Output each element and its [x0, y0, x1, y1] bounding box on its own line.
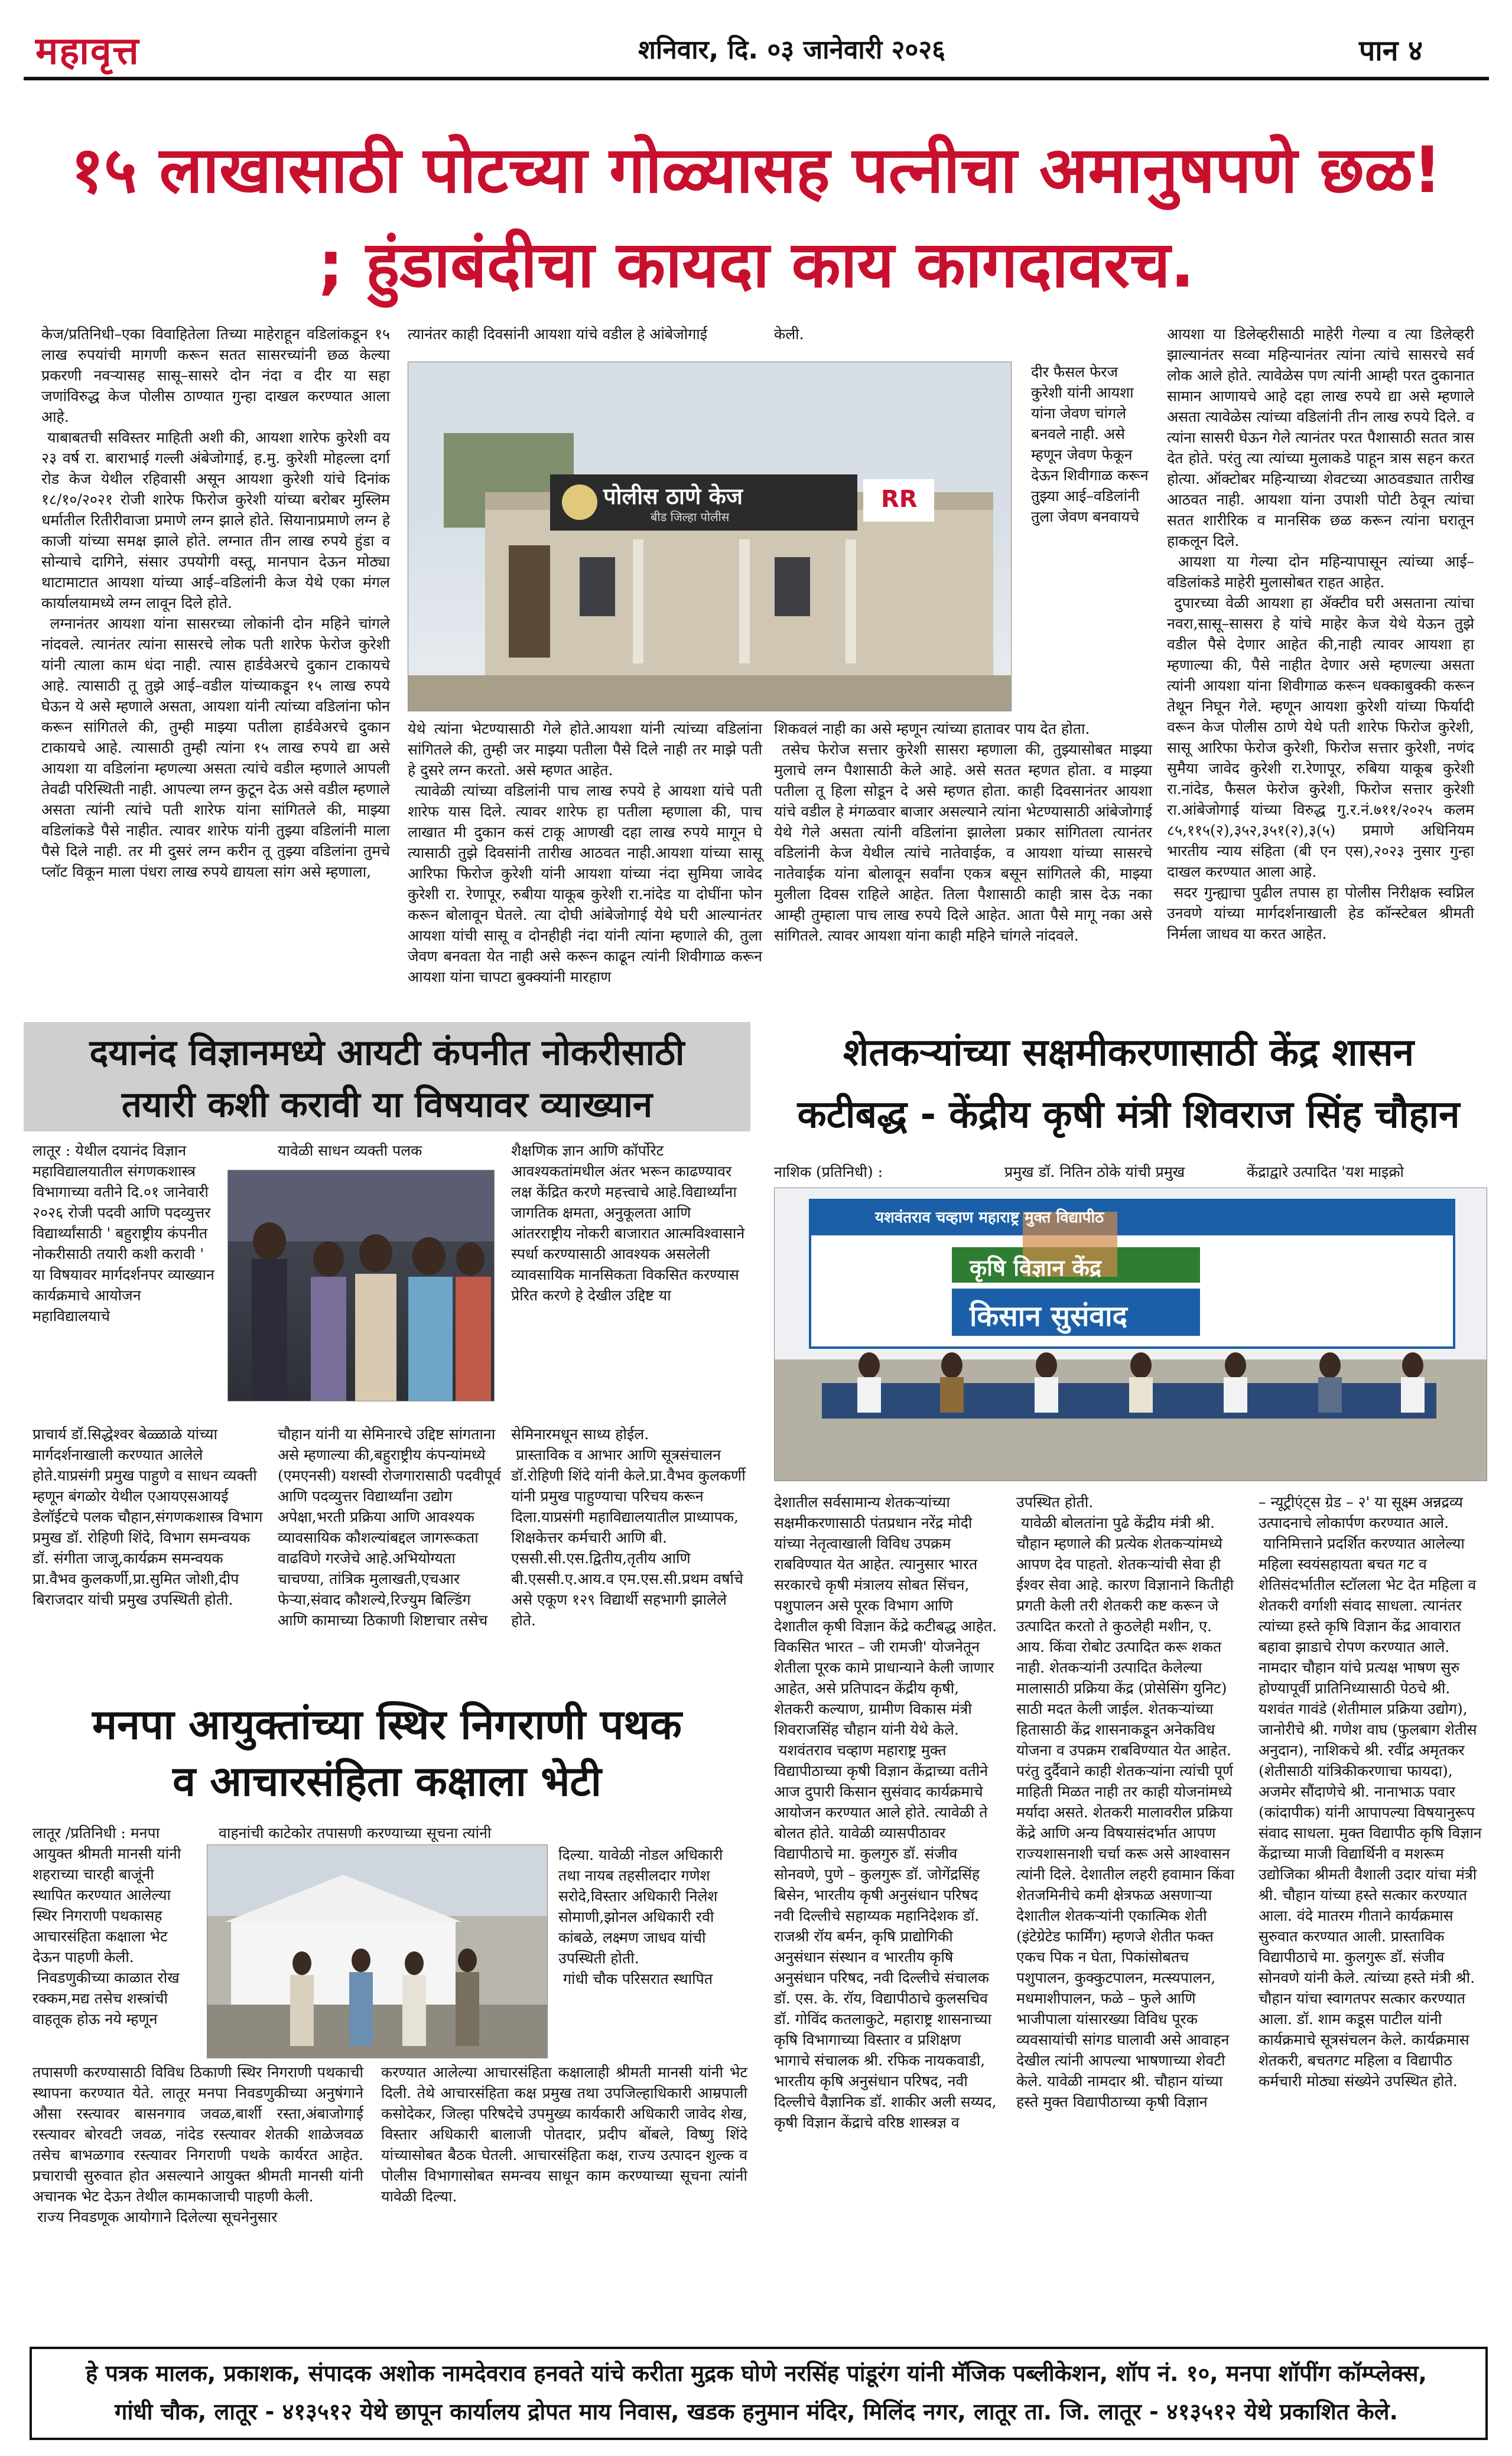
farmers-column-3: – न्यूट्रीएंट्स ग्रेड – २' या सूक्ष्म अन्नद्रव्य उत्पादनाचे लोकार्पण करण्यात आले. यानिमित्ताने प्रदर्शित करण्यात आलेल्या महिला स्वयंसहायता बचत गट व शेतिसंदर्भातील स्टॉलला भेट देत महिला व शेतकरी वर्गाशी संवाद साधला. त्यानंतर त्यांच्या हस्ते कृषि विज्ञान केंद्र आवारात बहावा झाडाचे रोपण करण्यात आले. नामदार चौहान यांचे प्रत्यक्ष भाषण सुरु होण्यापूर्वी प्रातिनिध्यासाठी पेठचे श्री. यशवंत गावंडे (शेतीमाल प्रक्रिया उद्योग), जानोरीचे श्री. गणेश वाघ (फुलबाग शेतीस अनुदान), नाशिकचे श्री. रवींद्र अमृतकर (शेतीसाठी यांत्रिकीकरणाचा फायदा), अजमेर सौंदाणेचे श्री. नानाभाऊ पवार (कांदापीक) यांनी आपापल्या विषयानुरूप संवाद साधला. मुक्त विद्यापीठ कृषि विज्ञान केंद्राच्या माजी विद्यार्थिनी व मशरूम उद्योजिका श्रीमती वैशाली उदार यांचा मंत्री श्री. चौहान यांच्या हस्ते सत्कार करण्यात आला. वंदे मातरम गीताने कार्यक्रमास सुरुवात करण्यात आली. प्रास्ताविक विद्यापीठाचे मा. कुलगुरू डॉ. संजीव सोनवणे यांनी केले. त्यांच्या हस्ते मंत्री श्री. चौहान यांचा स्वागतपर सत्कार करण्यात आला. डॉ. शाम कडूस पाटील यांनी कार्यक्रमाचे सूत्रसंचलन केले. कार्यक्रमास शेतकरी, बचतगट महिला व विद्यापीठ कर्मचारी मोठ्या संख्येने उपस्थित होते.: [1259, 1494, 1482, 2090]
dayanand-event-photo: [227, 1170, 495, 1401]
page-number: पान ४: [1359, 34, 1423, 67]
farmers-stage-illustration: [775, 1188, 1487, 1481]
lead-headline-line2: ; हुंडाबंदीचा कायदा काय कागदावरच.: [318, 228, 1195, 302]
lead-column-4: आयशा या डिलेव्हरीसाठी माहेरी गेल्या व त्या डिलेव्हरी झाल्यानंतर सव्वा महिन्यानंतर त्यांना त्यांचे सासरचे सर्व लोक आले होते. त्यावेळेस पण त्यांनी आम्ही परत दुकानात सामान आणायचे आहे दहा लाख रुपये द्या असे म्हणाले असता त्यावेळेस त्यांच्या वडिलांनी तीन लाख रुपये दिले. व त्यांना सासरी घेऊन गेले त्यानंतर परत पैशासाठी सतत त्रास देत होते. परंतु त्या त्यांच्या मुलाकडे पाहून त्रास सहन करत होत्या. ऑक्टोबर महिन्याच्या शेवटच्या आठवड्यात तारीख आठवत नाही. आयशा यांना उपाशी पोटी ठेवून त्यांचा सतत शारीरिक व मानसिक छळ करून त्यांना घरातून हाकलून दिले. आयशा या गेल्या दोन महिन्यापासून त्यांच्या आई–वडिलांकडे माहेरी मुलासोबत राहत आहेत. दुपारच्या वेळी आयशा हा ॲक्टीव घरी असताना त्यांचा नवरा,सासू–सासरा हे यांचे माहेर केज येथे येऊन तुझे वडील पैसे देणार आहेत की,नाही त्यावर आयशा हा म्हणाल्या की, पैसे नाहीत देणार असे म्हणल्या असता त्यांनी आयशा यांना शिवीगाळ करून धक्काबुक्की करून तेथून निघून गेले. म्हणून आयशा कुरेशी यांच्या फिर्यादी वरून केज पोलीस ठाणे येथे पती शारेफ फिरोज कुरेशी, सासू आरिफा फेरोज कुरेशी, फिरोज सत्तार कुरेशी, नणंद सुमैया जावेद कुरेशी रा.रेणापूर, रुबिया याकूब कुरेशी रा.नांदेड, फैसल फेरोज कुरेशी, फिरोज सत्तार कुरेशी रा.आंबेजोगाई यांच्या विरुद्ध गु.र.नं.७११/२०२५ कलम ८५,११५(२),३५२,३५१(२),३(५) प्रमाणे अधिनियम भारतीय न्याय संहिता (बी एन एस),२०२३ नुसार गुन्हा दाखल करण्यात आला आहे. सदर गुन्ह्याचा पुढील तपास हा पोलीस निरीक्षक स्वप्निल उनवणे यांच्या मार्गदर्शनाखाली हेड कॉन्स्टेबल श्रीमती निर्मला जाधव या करत आहेत.: [1167, 326, 1474, 942]
dayanand-column-1-top: लातूर : येथील दयानंद विज्ञान महाविद्यालयातील संगणकशास्त्र विभागाच्या वतीने दि.०१ जानेवारी २०२६ रोजी पदवी आणि पदव्युत्तर विद्यार्थ्यांसाठी ' बहुराष्ट्रीय कंपनीत नोकरीसाठी तयारी कशी करावी ' या विषयावर मार्गदर्शनपर व्याख्यान कार्यक्रमाचे आयोजन महाविद्यालयाचे: [32, 1142, 219, 1325]
farmers-intro-2: प्रमुख डॉ. नितिन ठोके यांची प्रमुख: [1004, 1163, 1185, 1180]
dayanand-column-1-bottom: प्राचार्य डॉ.सिद्धेश्वर बेळ्ळाळे यांच्या मार्गदर्शनाखाली करण्यात आलेले होते.याप्रसंगी प्रमुख पाहुणे व साधन व्यक्ती म्हणून बंगळोर येथील एआयएसआयई डेलॉईटचे पलक चौहान,संगणकशास्त्र विभाग प्रमुख डॉ. रोहिणी शिंदे, विभाग समन्वयक डॉ. संगीता जाजू,कार्यक्रम समन्वयक प्रा.वैभव कुलकर्णी,प्रा.सुमित जोशी,दीप बिराजदार यांची प्रमुख उपस्थिती होती.: [32, 1426, 268, 1608]
police-sign-subtext: बीड जिल्हा पोलीस: [651, 510, 730, 524]
manapa-column-2-top: वाहनांची काटेकोर तपासणी करण्याच्या सूचना त्यांनी: [219, 1824, 492, 1842]
dayanand-column-2-top: यावेळी साधन व्यक्ती पलक: [278, 1142, 422, 1159]
dayanand-column-2-bottom: चौहान यांनी या सेमिनारचे उद्दिष्ट सांगताना असे म्हणाल्या की,बहुराष्ट्रीय कंपन्यांमध्ये (एमएनसी) यशस्वी रोजगारासाठी पदवीपूर्व आणि पदव्युत्तर विद्यार्थ्यांना उद्योग अपेक्षा,भरती प्रक्रिया आणि आवश्यक व्यावसायिक कौशल्यांबद्दल जागरूकता वाढविणे गरजेचे आहे.अभियोग्यता चाचण्या, तांत्रिक मुलाखती,एचआर फेऱ्या,संवाद कौशल्ये,रिज्युम बिल्डिंग आणि कामाच्या ठिकाणी शिष्टाचार तसेच: [278, 1426, 506, 1629]
svg-text:RR: RR: [881, 486, 918, 513]
lead-column-3-bottom: शिकवलं नाही का असे म्हणून त्यांच्या हातावर पाय देत होता. तसेच फेरोज सत्तार कुरेशी सासरा म्हणाला की, तुझ्यासोबत माझ्या मुलाचे लग्न पैशासाठी केले आहे. असे सतत म्हणत होता. व माझ्या पतीला तू हिला सोडून दे असे म्हणत होता. काही दिवसानंतर आयशा यांचे वडील हे मंगळवार बाजार असल्याने त्यांना भेटण्यासाठी आंबेजोगाई येथे गेले असता त्यांनी वडिलांना झालेला प्रकार सांगितला त्यानंतर वडिलांनी केज येथील त्यांचे नातेवाईक, व आयशा यांच्या सासरचे नातेवाईक यांना बोलावून सर्वांना एकत्र बसून सांगितले की, माझ्या मुलीला दिवस राहिले आहेत. तिला पैशासाठी काही त्रास देऊ नका आम्ही तुम्हाला पाच लाख रुपये दिले आहेत. आता पैसे मागू नका असे सांगितले. त्यावर आयशा यांना काही महिने चांगले नांदवले.: [774, 720, 1152, 944]
lead-column-2-top: त्यानंतर काही दिवसांनी आयशा यांचे वडील हे आंबेजोगाई: [408, 326, 708, 343]
farmers-headline-line2: कटीबद्ध - केंद्रीय कृषी मंत्री शिवराज सिंह चौहान: [797, 1093, 1460, 1137]
police-sign-text: पोलीस ठाणे केज: [603, 483, 743, 509]
farmers-event-photo: [774, 1188, 1487, 1481]
lead-column-2-bottom: येथे त्यांना भेटण्यासाठी गेले होते.आयशा यांनी त्यांच्या वडिलांना सांगितले की, तुम्ही जर माझ्या पतीला पैसे दिले नाही तर माझे पती हे दुसरे लग्न करतो. असे म्हणत आहेत. त्यावेळी त्यांच्या वडिलांनी पाच लाख रुपये हे आयशा यांचे पती शारेफ यास दिले. त्यावर शारेफ हा पतीला म्हणाला की, पाच लाखात मी दुकान कसं टाकू आणखी दहा लाख रुपये मागून घे त्यासाठी तुझे दिवसांनी तारीख आठवत नाही.आयशा यांच्या सासू आरिफा फिरोज कुरेशी यांनी आयशा यांच्या नंदा सुमिया जावेद कुरेशी रा. रेणापूर, रुबीया याकूब कुरेशी रा.नांदेड या दोघींना फोन करून बोलावून घेतले. त्या दोघी आंबेजोगाई येथे घरी आल्यानंतर आयशा यांची सासू व दोनहीही नंदा यांनी त्यांना म्हणाले की, तुला जेवण बनवता येत नाही असे करून काढून त्यांनी शिवीगाळ करून आयशा यांना चापटा बुक्क्यांनी मारहाण: [408, 720, 762, 985]
police-station-photo: [408, 362, 1012, 711]
manapa-column-1-top: लातूर /प्रतिनिधी : मनपा आयुक्त श्रीमती मानसी यांनी शहराच्या चारही बाजूंनी स्थापित करण्यात आलेल्या स्थिर निगराणी पथकासह आचारसंहिता कक्षाला भेट देऊन पाहणी केली. निवडणुकीच्या काळात रोख रक्कम,मद्य तसेच शस्त्रांची वाहतूक होऊ नये म्हणून: [32, 1824, 181, 2028]
manapa-column-2-bottom: करण्यात आलेल्या आचारसंहिता कक्षालाही श्रीमती मानसी यांनी भेट दिली. तेथे आचारसंहिता कक्ष प्रमुख तथा उपजिल्हाधिकारी आम्रपाली कसोदेकर, जिल्हा परिषदेचे उपमुख्य कार्यकारी अधिकारी जावेद शेख, विस्तार अधिकारी बालाजी पोतदार, प्रदीप बोंबले, विष्णु शिंदे यांच्यासोबत बैठक घेतली. आचारसंहिता कक्ष, राज्य उत्पादन शुल्क व पोलीस विभागासोबत समन्वय साधून काम करण्याच्या सूचना त्यांनी यावेळी दिल्या.: [381, 2064, 752, 2205]
dayanand-column-3-bottom: सेमिनारमधून साध्य होईल. प्रास्ताविक व आभार आणि सूत्रसंचालन डॉ.रोहिणी शिंदे यांनी केले.प्रा.वैभव कुलकर्णी यांनी प्रमुख पाहुण्याचा परिचय करून दिला.याप्रसंगी महाविद्यालयातील प्राध्यापक, शिक्षकेत्तर कर्मचारी आणि बी. एससी.सी.एस.द्वितीय,तृतीय आणि बी.एससी.ए.आय.व एम.एस.सी.प्रथम वर्षाचे असे एकूण १२९ विद्यार्थी सहभागी झालेले होते.: [511, 1426, 746, 1629]
dayanand-column-3-top: शैक्षणिक ज्ञान आणि कॉर्पोरेट आवश्यकतांमधील अंतर भरून काढण्यावर लक्ष केंद्रित करणे महत्त्वाचे आहे.विद्यार्थ्यांना जागतिक क्षमता, अनुकूलता आणि आंतरराष्ट्रीय नोकरी बाजारात आत्मविश्वासाने स्पर्धा करण्यासाठी आवश्यक असलेली व्यावसायिक मानसिकता विकसित करण्यास प्रेरित करणे हे देखील उद्दिष्ट या: [511, 1142, 750, 1304]
farmers-intro-3: केंद्राद्वारे उत्पादित 'यश माइक्रो: [1247, 1163, 1404, 1180]
dayanand-people-illustration: [228, 1170, 494, 1401]
farmers-column-2: उपस्थित होती. यावेळी बोलतांना पुढे केंद्रीय मंत्री श्री. चौहान म्हणाले की प्रत्येक शेतकऱ्यांमध्ये आपण देव पाहतो. शेतकऱ्यांची सेवा ही ईश्वर सेवा आहे. कारण विज्ञानाने कितीही प्रगती केली तरी शेतकरी कष्ट करून जे उत्पादित करतो ते कुठलेही मशीन, ए. आय. किंवा रोबोट उत्पादित करू शकत नाही. शेतकऱ्यांनी उत्पादित केलेल्या मालासाठी प्रक्रिया केंद्र (प्रोसेसिंग युनिट) साठी मदत केली जाईल. शेतकऱ्यांच्या हितासाठी केंद्र शासनाकडून अनेकविध योजना व उपक्रम राबविण्यात येत आहेत. परंतु दुर्दैवाने काही शेतकऱ्यांना त्यांची पूर्ण माहिती मिळत नाही तर काही योजनांमध्ये मर्यादा असते. शेतकरी मालावरील प्रक्रिया केंद्रे आणि अन्य विषयासंदर्भात आपण राज्यशासनाशी चर्चा करू असे आश्वासन त्यांनी दिले. देशातील लहरी हवामान किंवा शेतजमिनीचे कमी क्षेत्रफळ असणाऱ्या देशातील शेतकऱ्यांनी एकात्मिक शेती (इंटेग्रेटेड फार्मिंग) म्हणजे शेतीत फक्त एकच पिक न घेता, पिकांसोबतच पशुपालन, कुक्कुटपालन, मत्स्यपालन, मधमाशीपालन, फळे – फुले आणि भाजीपाला यांसारख्या विविध पूरक व्यवसायांची सांगड घालावी असे आवाहन देखील त्यांनी आपल्या भाषणाच्या शेवटी केले. यावेळी नामदार श्री. चौहान यांच्या हस्ते मुक्त विद्यापीठाच्या कृषी विज्ञान: [1016, 1494, 1235, 2110]
manapa-headline-line1: मनपा आयुक्तांच्या स्थिर निगराणी पथक: [92, 1700, 682, 1749]
manapa-inspection-photo: [207, 1845, 548, 2058]
banner-org-text: यशवंतराव चव्हाण महाराष्ट्र मुक्त विद्यापीठ: [875, 1209, 1104, 1227]
manapa-headline-line2: व आचारसंहिता कक्षाला भेटी: [173, 1757, 601, 1806]
banner-center-text: कृषि विज्ञान केंद्र: [970, 1255, 1102, 1281]
manapa-column-3-side: दिल्या. यावेळी नोडल अधिकारी तथा नायब तहसीलदार गणेश सरोदे,विस्तार अधिकारी निलेश सोमाणी,झोनल अधिकारी रवी कांबळे, लक्ष्मण जाधव यांची उपस्थिती होती. गांधी चौक परिसरात स्थापित: [558, 1846, 723, 1987]
police-station-illustration: [408, 362, 1011, 711]
farmers-headline-line1: शेतकऱ्यांच्या सक्षमीकरणासाठी केंद्र शासन: [843, 1031, 1415, 1075]
lead-headline-line1: १५ लाखासाठी पोटच्या गोळ्यासह पत्नीचा अमानुषपणे छळ!: [70, 134, 1442, 207]
manapa-inspection-illustration: [207, 1845, 547, 2058]
imprint-line2: गांधी चौक, लातूर - ४१३५१२ येथे छापून कार्यालय द्रोपत माय निवास, खडक हनुमान मंदिर, मिलिंद नगर, लातूर ता. जि. लातूर - ४१३५१२ येथे प्रकाशित केले.: [115, 2399, 1398, 2425]
dayanand-headline-line2: तयारी कशी करावी या विषयावर व्याख्यान: [121, 1084, 653, 1125]
issue-date: शनिवार, दि. ०३ जानेवारी २०२६: [638, 35, 946, 65]
imprint-line1: हे पत्रक मालक, प्रकाशक, संपादक अशोक नामदेवराव हनवते यांचे करीता मुद्रक घोणे नरसिंह पांडूरंग यांनी मॅजिक पब्लीकेशन, शॉप नं. १०, मनपा शॉपींग कॉम्प्लेक्स,: [86, 2360, 1427, 2386]
dayanand-headline-line1: दयानंद विज्ञानमध्ये आयटी कंपनीत नोकरीसाठी: [89, 1032, 685, 1074]
farmers-intro-1: नाशिक (प्रतिनिधी) :: [774, 1163, 883, 1180]
lead-column-1: केज/प्रतिनिधी–एका विवाहितेला तिच्या माहेराहून वडिलांकडून १५ लाख रुपयांची मागणी करून सतत सासरच्यांनी छळ केल्या प्रकरणी नवऱ्यासह सासू–सासरे दोन नंदा व दीर या सहा जणांविरुद्ध केज पोलीस ठाण्यात गुन्हा दाखल करण्यात आला आहे. याबाबतची सविस्तर माहिती अशी की, आयशा शारेफ कुरेशी वय २३ वर्ष रा. बाराभाई गल्ली अंबेजोगाई, ह.मु. कुरेशी मोहल्ला दर्गा रोड केज येथील रहिवासी असून आयशा कुरेशी यांचे दिनांक १८/१०/२०२१ रोजी शारेफ फिरोज कुरेशी यांच्या बरोबर मुस्लिम धर्मातील रितीरीवाजा प्रमाणे लग्न झाले होते. सियानाप्रमाणे लग्न हे काजी यांच्या समक्ष झाले होते. लग्नात तीन लाख रुपये हुंडा व सोन्याचे दागिने, संसार उपयोगी वस्तू, मानपान देऊन मोठ्या थाटामाटात आयशा यांच्या आई–वडिलांनी केज येथे एका मंगल कार्यालयामध्ये लग्न लावून दिले होते. लग्नानंतर आयशा यांना सासरच्या लोकांनी दोन महिने चांगले नांदवले. त्यानंतर त्यांना सासरचे लोक पती शारेफ फेरोज कुरेशी यांनी त्याला काम धंदा नाही. त्यास हार्डवेअरचे दुकान टाकायचे आहे. त्यासाठी तू तुझे आई–वडील यांच्याकडून १५ लाख रुपये घेऊन ये असे म्हणाले असता, आयशा यांनी त्यांच्या वडिलांना फोन करून सांगितले की, तुम्ही माझ्या पतीला हार्डवेअरचे दुकान टाकायचे आहे. त्यासाठी तुम्ही त्यांना १५ लाख रुपये द्या असे आयशा या वडिलांना म्हणल्या असता त्यांचे वडील म्हणाले आपली तेवढी परिस्थिती नाही. आपल्या लग्न कुटून देऊ असे वडील म्हणाले असता त्यांनी त्यांचे पती शारेफ यांना सांगितले की, माझ्या वडिलांकडे पैसे नाहीत. त्यावर शारेफ यांनी तुझ्या वडिलांनी माला पैसे दिले नाही. तर मी दुसरं लग्न करीन तू तुझ्या वडिलांना तुमचे प्लॉट विकून माला पंधरा लाख रुपये द्यायला सांग असे म्हणाला,: [41, 326, 390, 880]
banner-title-text: किसान सुसंवाद: [970, 1300, 1128, 1333]
farmers-column-1: देशातील सर्वसामान्य शेतकऱ्यांच्या सक्षमीकरणासाठी पंतप्रधान नरेंद्र मोदी यांच्या नेतृत्वाखाली विविध उपक्रम राबविण्यात येत आहेत. त्यानुसार भारत सरकारचे कृषी मंत्रालय सोबत सिंचन, पशुपालन असे पूरक विभाग आणि देशातील कृषी विज्ञान केंद्रे कटीबद्ध आहेत. विकसित भारत – जी रामजी' योजनेतून शेतीला पूरक कामे प्राधान्याने केली जाणार आहेत, असे प्रतिपादन केंद्रीय कृषी, शेतकरी कल्याण, ग्रामीण विकास मंत्री शिवराजसिंह चौहान यांनी येथे केले. यशवंतराव चव्हाण महाराष्ट्र मुक्त विद्यापीठाच्या कृषी विज्ञान केंद्राच्या वतीने आज दुपारी किसान सुसंवाद कार्यक्रमाचे आयोजन करण्यात आले होते. त्यावेळी ते बोलत होते. यावेळी व्यासपीठावर विद्यापीठाचे मा. कुलगुरु डॉ. संजीव सोनवणे, पुणे – कुलगुरू डॉ. जोगेंद्रसिंह बिसेन, भारतीय कृषी अनुसंधान परिषद नवी दिल्लीचे सहाय्यक महानिदेशक डॉ. राजश्री रॉय बर्मन, कृषि प्राद्योगिकी अनुसंधान संस्थान व भारतीय कृषि अनुसंधान परिषद, नवी दिल्लीचे संचालक डॉ. एस. के. रॉय, विद्यापीठाचे कुलसचिव डॉ. गोविंद कतलाकुटे, महाराष्ट्र शासनाच्या कृषि विभागाच्या विस्तार व प्रशिक्षण भागाचे संचालक श्री. रफिक नायकवाडी, भारतीय कृषि अनुसंधान परिषद, नवी दिल्लीचे वैज्ञानिक डॉ. शाकीर अली सय्यद, कृषी विज्ञान केंद्राचे वरिष्ठ शास्त्रज्ञ व: [774, 1494, 997, 2131]
lead-column-3-side: दीर फैसल फेरज कुरेशी यांनी आयशा यांना जेवण चांगले बनवले नाही. असे म्हणून जेवण फेकून देऊन शिवीगाळ करून तुझ्या आई–वडिलांनी तुला जेवण बनवायचे: [1031, 363, 1153, 525]
masthead-rule: [24, 77, 1489, 80]
lead-column-3-top: केली.: [774, 326, 804, 343]
masthead-logo: महावृत्त: [35, 29, 140, 73]
manapa-column-1-bottom: तपासणी करण्यासाठी विविध ठिकाणी स्थिर निगराणी पथकाची स्थापना करण्यात येते. लातूर मनपा निवडणुकीच्या अनुषंगाने औसा रस्त्यावर बासनगाव जवळ,बार्शी रस्ता,अंबाजोगाई रस्त्यावर बोरवटी जवळ, नांदेड रस्त्यावर शेतकी शाळेजवळ तसेच बाभळगाव रस्त्यावर निगराणी पथके कार्यरत आहेत. प्रचाराची सुरुवात होत असल्याने आयुक्त श्रीमती मानसी यांनी अचानक भेट देऊन तेथील कामकाजाची पाहणी केली. राज्य निवडणूक आयोगाने दिलेल्या सूचनेनुसार: [32, 2064, 363, 2226]
